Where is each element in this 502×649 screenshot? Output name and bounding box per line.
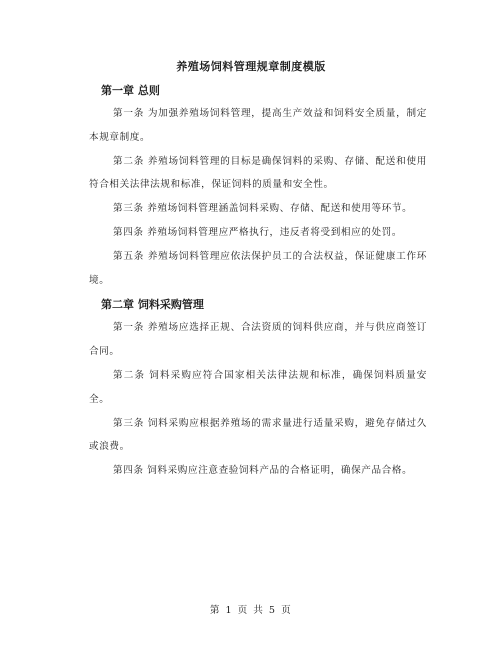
- page-footer: 第 1 页 共 5 页: [209, 605, 293, 616]
- document-title: 养殖场饲料管理规章制度模版: [176, 60, 326, 73]
- chapter-2-article-1: 第一条 养殖场应选择正规、合法资质的饲料供应商，并与供应商签订合同。: [89, 322, 427, 358]
- chapter-1-article-4: 第四条 养殖场饲料管理应严格执行，违反者将受到相应的处罚。: [113, 226, 403, 238]
- chapter-1-article-5: 第五条 养殖场饲料管理应依法保护员工的合法权益，保证健康工作环境。: [89, 250, 427, 286]
- chapter-1-heading: 第一章 总则: [101, 84, 160, 97]
- chapter-2-article-2: 第二条 饲料采购应符合国家相关法律法规和标准，确保饲料质量安全。: [89, 369, 427, 405]
- chapter-2-article-4: 第四条 饲料采购应注意查验饲料产品的合格证明，确保产品合格。: [113, 465, 413, 477]
- chapter-1-article-3: 第三条 养殖场饲料管理涵盖饲料采购、存储、配送和使用等环节。: [113, 203, 413, 215]
- chapter-1-article-2: 第二条 养殖场饲料管理的目标是确保饲料的采购、存储、配送和使用符合相关法律法规和标准，保证饲料的质量和安全性。: [89, 155, 427, 191]
- chapter-2-article-3: 第三条 饲料采购应根据养殖场的需求量进行适量采购，避免存储过久或浪费。: [89, 417, 427, 453]
- document-body: [89, 80, 427, 483]
- chapter-2-heading: 第二章 饲料采购管理: [101, 298, 204, 312]
- chapter-1-article-1: 第一条 为加强养殖场饲料管理，提高生产效益和饲料安全质量，制定本规章制度。: [89, 108, 427, 143]
